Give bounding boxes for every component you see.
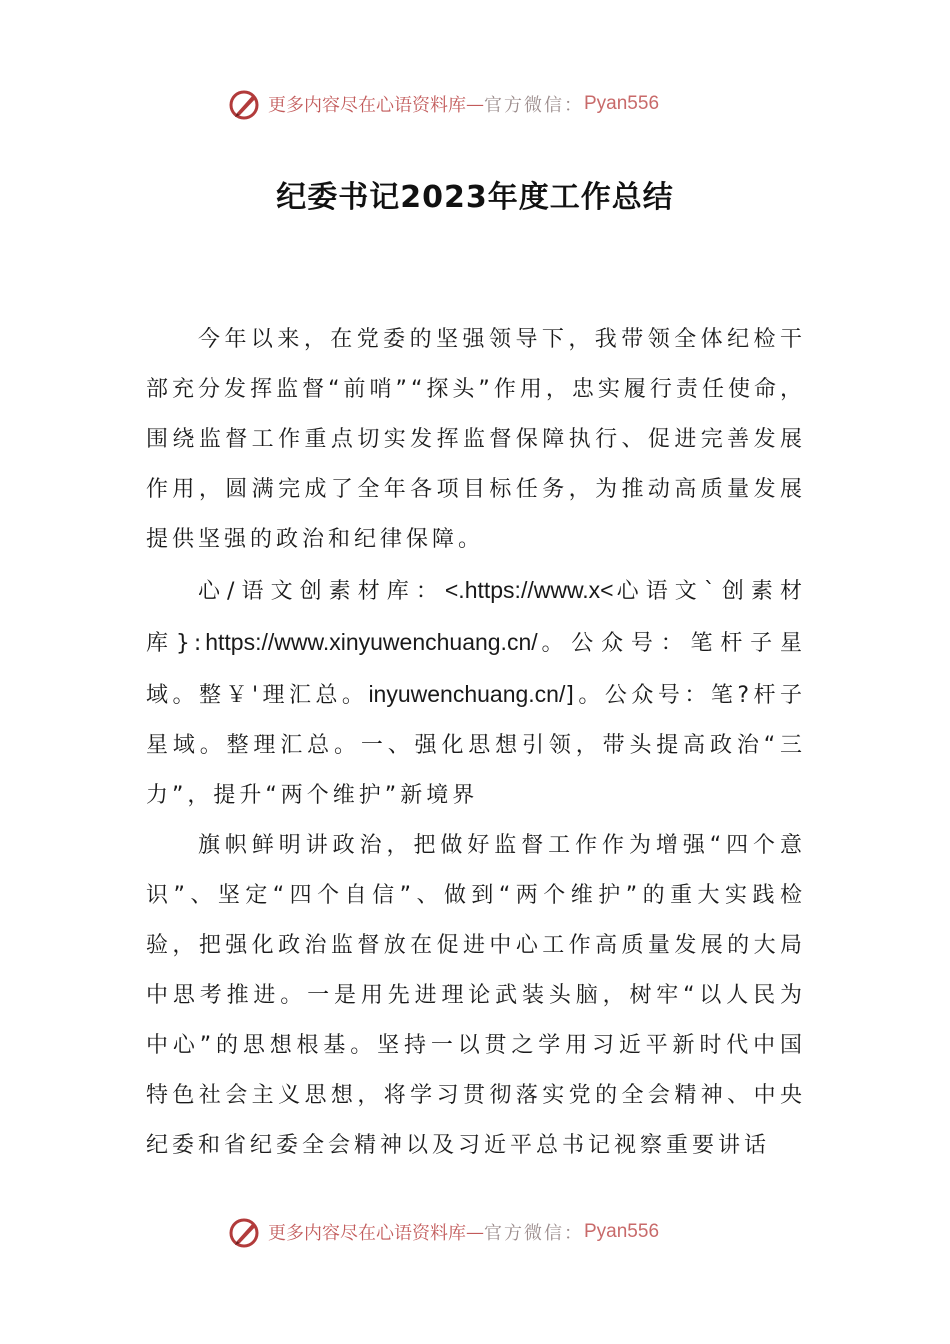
banner-wechat-id: Pyan556: [584, 1221, 660, 1242]
banner-separator: —: [466, 93, 484, 115]
pen-circle-logo-icon: [228, 1215, 262, 1249]
banner-slogan: 更多内容尽在心语资料库: [268, 1223, 466, 1244]
header-watermark-banner: [228, 84, 659, 124]
paragraph-watermark-mixed: [146, 565, 806, 821]
banner-wechat-id: Pyan556: [584, 93, 660, 114]
text-segment: 。公众号：笔杆子星域。整￥'理汇总。: [146, 631, 806, 708]
banner-wechat-label: 官方微信：: [484, 95, 584, 116]
pen-circle-logo-icon: [228, 87, 262, 121]
document-body: [146, 315, 806, 1171]
text-segment: <.https://www.x<: [444, 577, 614, 603]
text-segment: 心语文`创素材库}:: [146, 579, 806, 656]
banner-slogan: 更多内容尽在心语资料库: [268, 95, 466, 116]
paragraph-political-supervision: 旗帜鲜明讲政治，把做好监督工作作为增强“四个意识”、坚定“四个自信”、做到“两个维护”的重大实践检验，把强化政治监督放在促进中心工作高质量发展的大局中思考推进。一是用先进理论武装头脑，树牢“以人民为中心”的思想根基。坚持一以贯之学用习近平新时代中国特色社会主义思想，将学习贯彻落实党的全会精神、中央纪委和省纪委全会精神以及习近平总书记视察重要讲话: [146, 833, 806, 1158]
url-text: https://www.xinyuwenchuang.cn/: [205, 629, 538, 655]
footer-watermark-banner: [228, 1212, 659, 1252]
url-text: inyuwenchuang.cn/: [368, 681, 566, 707]
document-title: 纪委书记2023年度工作总结: [276, 180, 674, 215]
text-segment: 心/语文创素材库：: [198, 579, 445, 604]
text-segment: ]。公众号：笔?杆子星域。整理汇总。一、强化思想引领，带头提高政治“三力”，提升“两个维护”新境界: [146, 683, 806, 808]
banner-separator: —: [466, 1221, 484, 1243]
banner-wechat-label: 官方微信：: [484, 1223, 584, 1244]
paragraph-intro: 今年以来，在党委的坚强领导下，我带领全体纪检干部充分发挥监督“前哨”“探头”作用，忠实履行责任使命，围绕监督工作重点切实发挥监督保障执行、促进完善发展作用，圆满完成了全年各项目标任务，为推动高质量发展提供坚强的政治和纪律保障。: [146, 327, 806, 552]
